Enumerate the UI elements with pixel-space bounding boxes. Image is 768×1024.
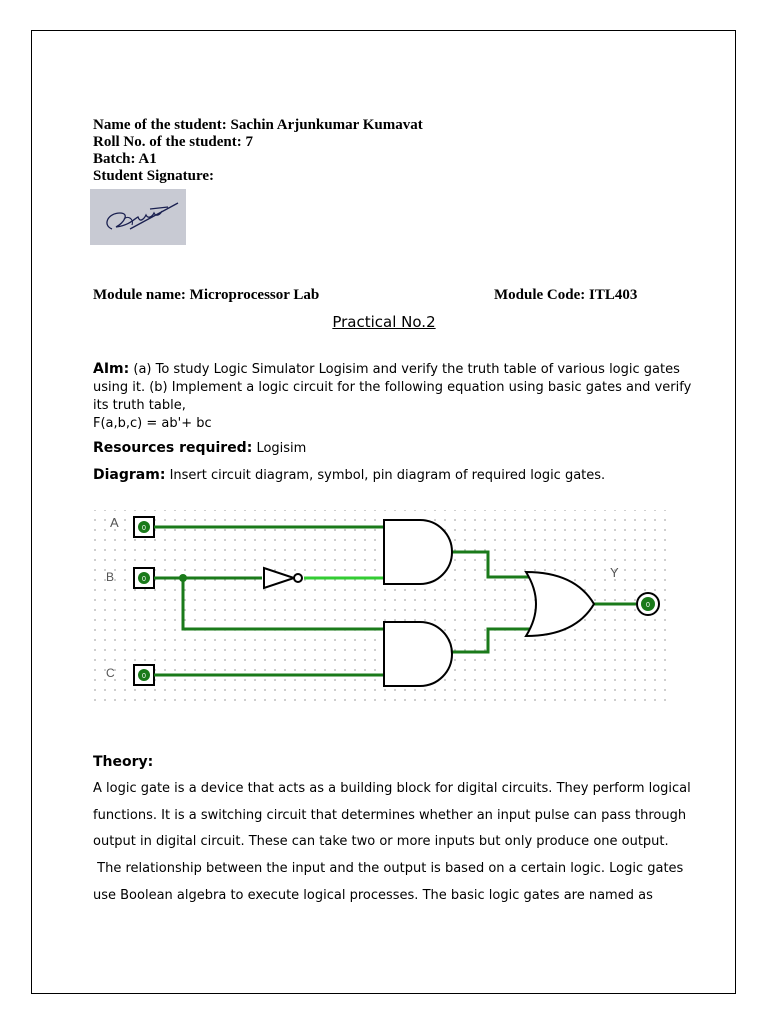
and-gate-bottom	[384, 622, 452, 686]
theory-line: A logic gate is a device that acts as a building block for digital circuits. They perform logical	[93, 781, 691, 796]
theory-body	[93, 776, 693, 910]
pin-label-y: Y	[610, 565, 619, 580]
theory-label: Theory:	[93, 754, 154, 770]
student-signature	[90, 189, 186, 245]
svg-text:0: 0	[142, 576, 146, 583]
resources-label: Resources required:	[93, 440, 253, 456]
resources-block	[93, 440, 306, 456]
module-name: Module name: Microprocessor Lab	[93, 287, 320, 303]
page-title: Practical No.2	[332, 313, 436, 331]
theory-line: output in digital circuit. These can take two or more inputs but only produce one output.	[93, 834, 669, 850]
input-pin-b	[134, 568, 154, 588]
diagram-label: Diagram:	[93, 467, 166, 483]
input-pin-c	[134, 665, 154, 685]
student-batch: Batch: A1	[93, 151, 157, 167]
pin-label-b: B	[106, 570, 115, 584]
wire-junction	[179, 574, 187, 582]
svg-text:0: 0	[646, 602, 650, 609]
aim-equation: F(a,b,c) = ab'+ bc	[93, 416, 212, 431]
theory-line: use Boolean algebra to execute logical processes. The basic logic gates are named as	[93, 887, 653, 903]
aim-line-1: (a) To study Logic Simulator Logisim and verify the truth table of various logic gates	[129, 362, 680, 377]
resources-value: Logisim	[252, 441, 307, 456]
aim-line-2: using it. (b) Implement a logic circuit for the following equation using basic gates and verify	[93, 380, 692, 395]
aim-line-3: its truth table,	[93, 398, 186, 413]
diagram-block	[93, 467, 605, 483]
pin-label-a: A	[110, 515, 119, 530]
circuit-diagram	[90, 505, 668, 710]
diagram-value: Insert circuit diagram, symbol, pin diagram of required logic gates.	[165, 468, 606, 483]
theory-line: The relationship between the input and the output is based on a certain logic. Logic gates	[93, 861, 684, 877]
aim-block	[93, 360, 693, 433]
svg-text:0: 0	[142, 525, 146, 532]
output-pin-y	[637, 593, 659, 615]
module-code: Module Code: ITL403	[494, 287, 638, 303]
student-name: Name of the student: Sachin Arjunkumar Kumavat	[93, 117, 423, 133]
signature-label: Student Signature:	[93, 168, 214, 184]
pin-label-c: C	[106, 666, 115, 680]
student-roll: Roll No. of the student: 7	[93, 134, 253, 150]
theory-line: functions. It is a switching circuit that determines whether an input pulse can pass through	[93, 807, 687, 823]
aim-label: AIm:	[93, 361, 130, 377]
svg-text:0: 0	[142, 673, 146, 680]
input-pin-a	[134, 517, 154, 537]
and-gate-top	[384, 520, 452, 584]
